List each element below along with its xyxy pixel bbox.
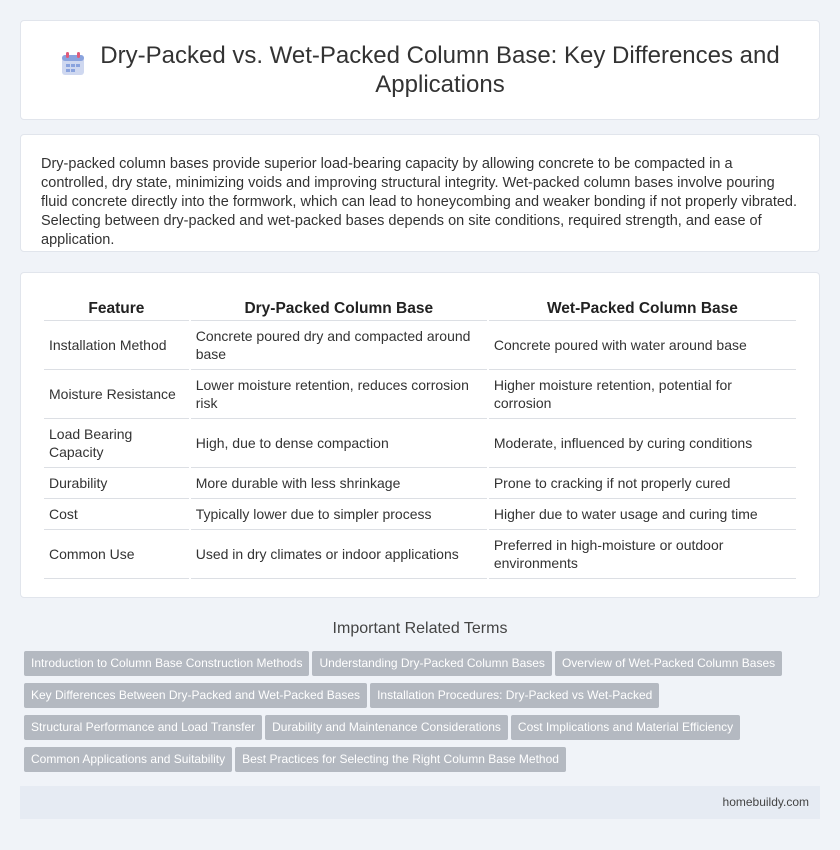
header-dry-packed: Dry-Packed Column Base: [191, 293, 487, 321]
cell-wet-packed: Preferred in high-moisture or outdoor environments: [489, 530, 796, 579]
table-row: [44, 499, 796, 530]
table-card: [20, 272, 820, 598]
cell-feature: Installation Method: [44, 321, 189, 370]
cell-wet-packed: Prone to cracking if not properly cured: [489, 468, 796, 499]
cell-wet-packed: Higher due to water usage and curing time: [489, 499, 796, 530]
cell-wet-packed: Concrete poured with water around base: [489, 321, 796, 370]
table-header-row: [44, 293, 796, 321]
page-title: Dry-Packed vs. Wet-Packed Column Base: Key Differences and Applications: [100, 42, 780, 98]
related-term-tag[interactable]: Structural Performance and Load Transfer: [24, 715, 262, 740]
related-term-tag[interactable]: Durability and Maintenance Considerations: [265, 715, 508, 740]
comparison-table: [42, 293, 798, 579]
related-term-tag[interactable]: Overview of Wet-Packed Column Bases: [555, 651, 782, 676]
cell-dry-packed: Concrete poured dry and compacted around base: [191, 321, 487, 370]
table-row: [44, 321, 796, 370]
cell-wet-packed: Higher moisture retention, potential for corrosion: [489, 370, 796, 419]
calendar-icon: [60, 51, 86, 77]
related-term-tag[interactable]: Common Applications and Suitability: [24, 747, 232, 772]
related-terms-list: [24, 651, 824, 779]
related-term-tag[interactable]: Key Differences Between Dry-Packed and Wet-Packed Bases: [24, 683, 367, 708]
related-term-tag[interactable]: Cost Implications and Material Efficiency: [511, 715, 740, 740]
title-wrap: [60, 41, 780, 99]
cell-dry-packed: High, due to dense compaction: [191, 419, 487, 468]
table-row: [44, 419, 796, 468]
cell-feature: Cost: [44, 499, 189, 530]
header-wet-packed: Wet-Packed Column Base: [489, 293, 796, 321]
cell-dry-packed: Used in dry climates or indoor applications: [191, 530, 487, 579]
table-row: [44, 468, 796, 499]
cell-dry-packed: More durable with less shrinkage: [191, 468, 487, 499]
related-term-tag[interactable]: Introduction to Column Base Construction Methods: [24, 651, 309, 676]
title-card: [20, 20, 820, 120]
cell-feature: Durability: [44, 468, 189, 499]
related-term-tag[interactable]: Understanding Dry-Packed Column Bases: [312, 651, 551, 676]
cell-feature: Moisture Resistance: [44, 370, 189, 419]
cell-wet-packed: Moderate, influenced by curing conditions: [489, 419, 796, 468]
cell-feature: Load Bearing Capacity: [44, 419, 189, 468]
intro-card: [20, 134, 820, 252]
cell-dry-packed: Lower moisture retention, reduces corrosion risk: [191, 370, 487, 419]
footer: [20, 786, 820, 819]
table-row: [44, 530, 796, 579]
cell-feature: Common Use: [44, 530, 189, 579]
footer-site[interactable]: homebuildy.com: [722, 795, 809, 809]
header-feature: Feature: [44, 293, 189, 321]
related-term-tag[interactable]: Installation Procedures: Dry-Packed vs Wet-Packed: [370, 683, 659, 708]
related-term-tag[interactable]: Best Practices for Selecting the Right Column Base Method: [235, 747, 566, 772]
intro-text: Dry-packed column bases provide superior load-bearing capacity by allowing concrete to be compacted in a controlled, dry state, minimizing voids and improving structural integrity. Wet-packed column bases involve pouring fluid concrete directly into the formwork, which can lead to honeycombing and weaker bonding if not properly vibrated. Selecting between dry-packed and wet-packed bases depends on site conditions, required strength, and ease of application.: [41, 156, 798, 248]
table-row: [44, 370, 796, 419]
cell-dry-packed: Typically lower due to simpler process: [191, 499, 487, 530]
related-terms-title: Important Related Terms: [332, 620, 508, 637]
